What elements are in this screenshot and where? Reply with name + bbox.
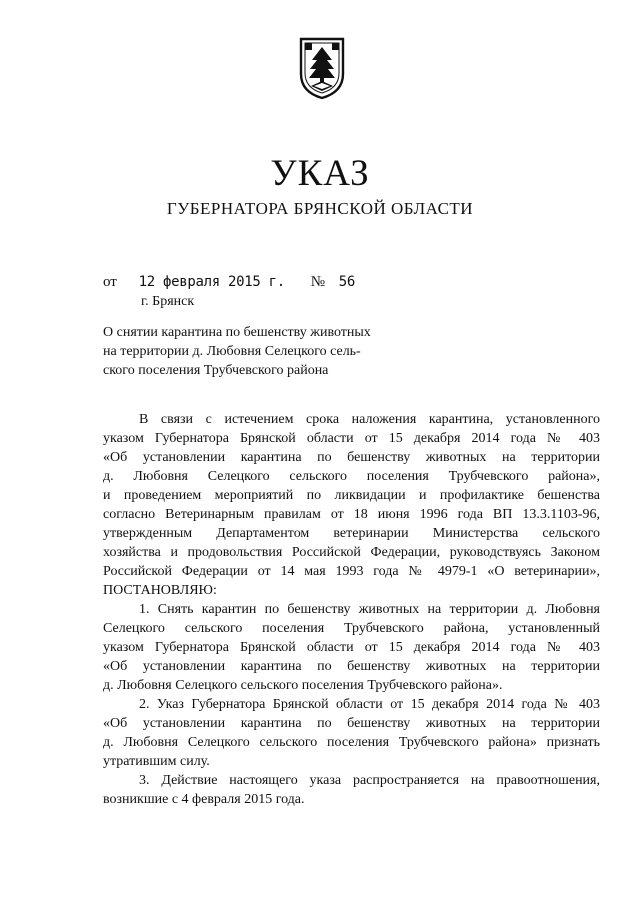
item-line: утратившим силу. — [103, 754, 210, 769]
decree-number: 56 — [338, 274, 356, 290]
preamble-line: указом Губернатора Брянской области от 15 декабря 2014 года № 403 — [103, 431, 600, 446]
item-line: указом Губернатора Брянской области от 15 декабря 2014 года № 403 — [103, 640, 600, 655]
item-line: д. Любовня Селецкого сельского поселения Трубчевского района» признать — [103, 735, 600, 750]
preamble — [103, 410, 600, 600]
preamble-line: «Об установлении карантина по бешенству животных на территории — [103, 450, 600, 465]
decree-date: 12 февраля 2015 г. — [138, 274, 285, 290]
city: г. Брянск — [141, 294, 195, 309]
decree-item-2 — [103, 695, 600, 771]
decree-items — [103, 600, 600, 809]
preamble-line: ПОСТАНОВЛЯЮ: — [103, 583, 217, 598]
item-line: 3. Действие настоящего указа распространяется на правоотношения, — [139, 773, 600, 788]
item-line: Селецкого сельского поселения Трубчевского района, установленный — [103, 621, 600, 636]
preamble-line: д. Любовня Селецкого сельского поселения Трубчевского района», — [103, 469, 600, 484]
item-line: 2. Указ Губернатора Брянской области от 15 декабря 2014 года № 403 — [139, 697, 600, 712]
subject-line: О снятии карантина по бешенству животных — [103, 325, 371, 340]
preamble-line: Российской Федерации от 14 мая 1993 года № 4979-1 «О ветеринарии», — [103, 564, 600, 579]
decree-item-1 — [103, 600, 600, 695]
document-title: УКАЗ — [270, 153, 370, 194]
bryansk-coat-of-arms-icon — [298, 36, 346, 100]
decree-subject — [103, 323, 403, 380]
item-line: возникшие с 4 февраля 2015 года. — [103, 792, 305, 807]
item-line: «Об установлении карантина по бешенству животных на территории — [103, 659, 600, 674]
registration-line — [103, 274, 355, 291]
decree-item-3 — [103, 771, 600, 809]
number-sign: № — [310, 274, 325, 290]
preamble-line: согласно Ветеринарным правилам от 18 июня 1996 года ВП 13.3.1103-96, — [103, 507, 600, 522]
subject-line: на территории д. Любовня Селецкого сель- — [103, 344, 361, 359]
item-line: 1. Снять карантин по бешенству животных на территории д. Любовня — [139, 602, 600, 617]
document-subtitle: ГУБЕРНАТОРА БРЯНСКОЙ ОБЛАСТИ — [166, 199, 474, 218]
subject-line: ского поселения Трубчевского района — [103, 363, 329, 378]
preamble-line: В связи с истечением срока наложения карантина, установленного — [139, 412, 600, 427]
item-line: «Об установлении карантина по бешенству животных на территории — [103, 716, 600, 731]
preamble-line: и проведением мероприятий по ликвидации и профилактике бешенства — [103, 488, 600, 503]
item-line: д. Любовня Селецкого сельского поселения Трубчевского района». — [103, 678, 503, 693]
preamble-line: хозяйства и продовольствия Российской Федерации, руководствуясь Законом — [103, 545, 600, 560]
preamble-line: утвержденным Департаментом ветеринарии Министерства сельского — [103, 526, 600, 541]
from-label: от — [103, 274, 117, 290]
